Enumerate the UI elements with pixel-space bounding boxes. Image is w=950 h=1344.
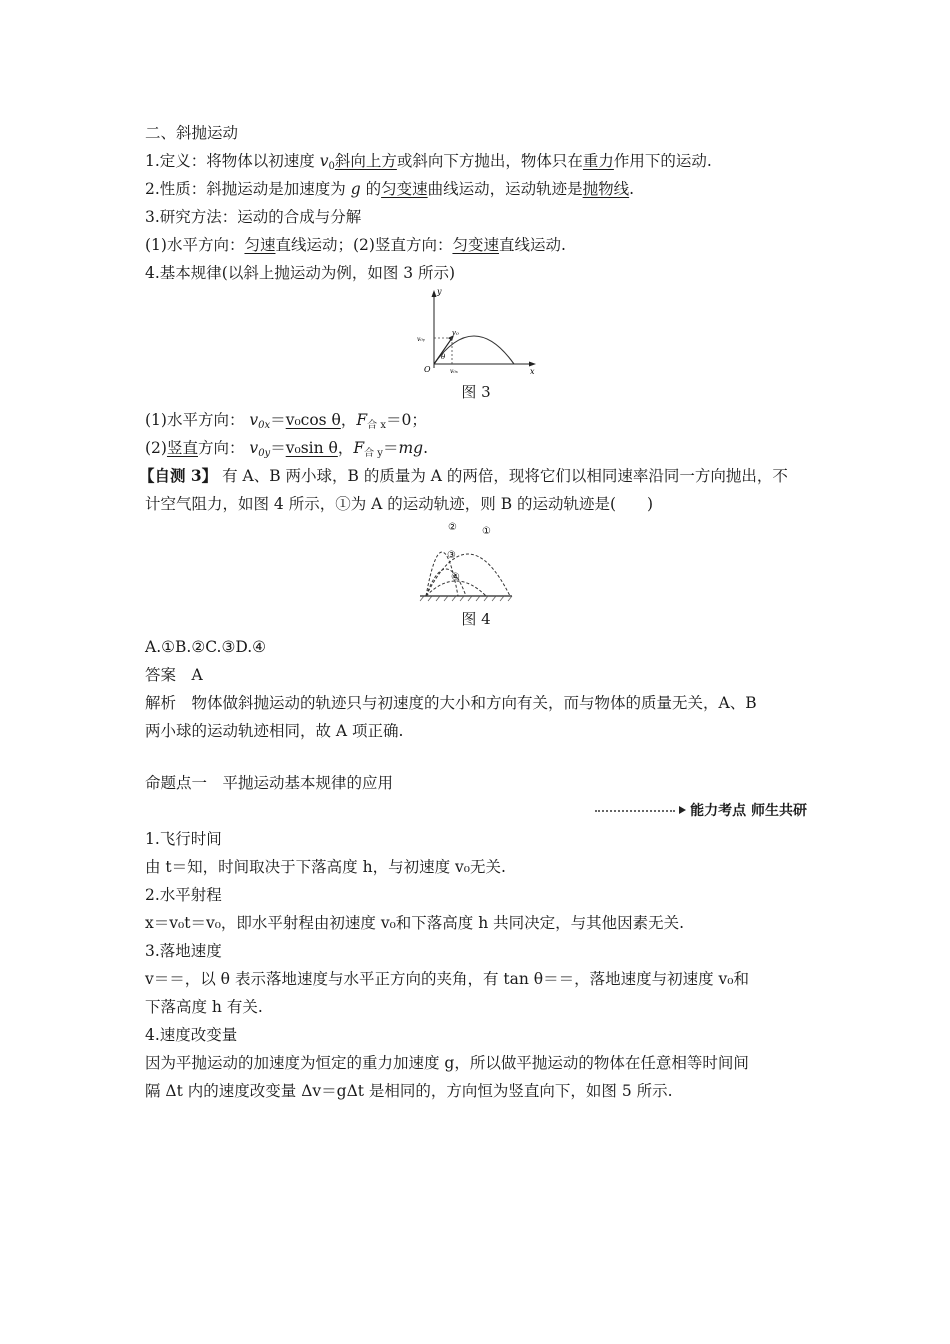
definition-line: 1.定义：将物体以初速度 $v_0$斜向上方或斜向下方抛出，物体只在重力作用下的运动.: [145, 152, 712, 172]
topic-tag: [595, 800, 807, 820]
ground-hatching: [420, 596, 512, 601]
item-4-title: 4.速度改变量: [145, 1026, 238, 1044]
leader-arrow-icon: [679, 806, 686, 814]
vertical-law-line: (2)竖直方向： $v_{0y}=v_0\sin$ θ，$F_{合 y}=mg$.: [145, 439, 429, 459]
answer-options: A.①B.②C.③D.④: [145, 638, 267, 656]
self-test-line-2: 计空气阻力，如图 4 所示，①为 A 的运动轨迹，则 B 的运动轨迹是( ): [145, 495, 654, 513]
analysis-line-1: 解析 物体做斜抛运动的轨迹只与初速度的大小和方向有关，而与物体的质量无关，A、B: [145, 694, 757, 712]
item-1-body: 由 t＝知，时间取决于下落高度 h，与初速度 v₀无关.: [145, 858, 506, 876]
figure-4-trajectories: [416, 520, 516, 604]
label-x: x: [530, 367, 535, 376]
section-heading: 二、斜抛运动: [145, 124, 239, 142]
item-2-body: x＝v₀t＝v₀，即水平射程由初速度 v₀和下落高度 h 共同决定，与其他因素无关.: [145, 914, 685, 932]
label-circle-3: ③: [447, 550, 456, 561]
trajectory-3: [426, 569, 466, 596]
answer-line: 答案 A: [145, 666, 203, 684]
figure-4-caption: 图 4: [461, 610, 491, 628]
label-v0x: v₀ₓ: [450, 368, 458, 375]
x-axis-arrow: [529, 362, 536, 367]
topic-heading: 命题点一 平抛运动基本规律的应用: [145, 774, 394, 792]
analysis-line-2: 两小球的运动轨迹相同，故 A 项正确.: [145, 722, 404, 740]
label-y: y: [437, 288, 442, 296]
law-line: 4.基本规律(以斜上抛运动为例，如图 3 所示): [145, 264, 456, 282]
label-theta: θ: [441, 353, 446, 361]
label-v0y: v₀ᵧ: [417, 336, 426, 343]
figure-3-caption: 图 3: [461, 383, 491, 401]
self-test-tag: 【自测 3】: [139, 466, 218, 485]
property-line: 2.性质：斜抛运动是加速度为 g 的匀变速曲线运动，运动轨迹是抛物线.: [145, 180, 635, 198]
item-3-body-2: 下落高度 h 有关.: [145, 998, 263, 1016]
item-1-title: 1.飞行时间: [145, 830, 222, 848]
label-circle-4: ④: [451, 572, 460, 583]
method-line: 3.研究方法：运动的合成与分解: [145, 208, 362, 226]
item-2-title: 2.水平射程: [145, 886, 222, 904]
topic-tag-label: 能力考点 师生共研: [690, 803, 807, 819]
horizontal-law-line: (1)水平方向： $v_{0x}=v_0\cos$ θ，$F_{合 x}=0$；: [145, 411, 427, 431]
directions-line: (1)水平方向：匀速直线运动；(2)竖直方向：匀变速直线运动.: [145, 236, 566, 254]
figure-3-projectile-diagram: [412, 288, 542, 376]
trajectory-curve: [434, 336, 514, 364]
item-4-body-1: 因为平抛运动的加速度为恒定的重力加速度 g，所以做平抛运动的物体在任意相等时间间: [145, 1054, 749, 1072]
label-origin: O: [424, 365, 431, 374]
self-test-line-1: 【自测 3】 有 A、B 两小球，B 的质量为 A 的两倍，现将它们以相同速率沿同一方向抛出，不: [139, 466, 788, 485]
label-circle-1: ①: [482, 526, 491, 537]
trajectory-4: [426, 581, 486, 596]
label-v0: v₀: [452, 329, 459, 337]
label-circle-2: ②: [448, 522, 457, 533]
y-axis-arrow: [432, 290, 437, 297]
dotted-leader: [595, 810, 675, 812]
item-3-title: 3.落地速度: [145, 942, 222, 960]
item-4-body-2: 隔 Δt 内的速度改变量 Δv＝gΔt 是相同的，方向恒为竖直向下，如图 5 所示.: [145, 1082, 673, 1100]
trajectory-1: [426, 554, 510, 596]
item-3-body-1: v＝＝，以 θ 表示落地速度与水平正方向的夹角，有 tan θ＝＝，落地速度与初速度 v₀和: [145, 970, 749, 988]
